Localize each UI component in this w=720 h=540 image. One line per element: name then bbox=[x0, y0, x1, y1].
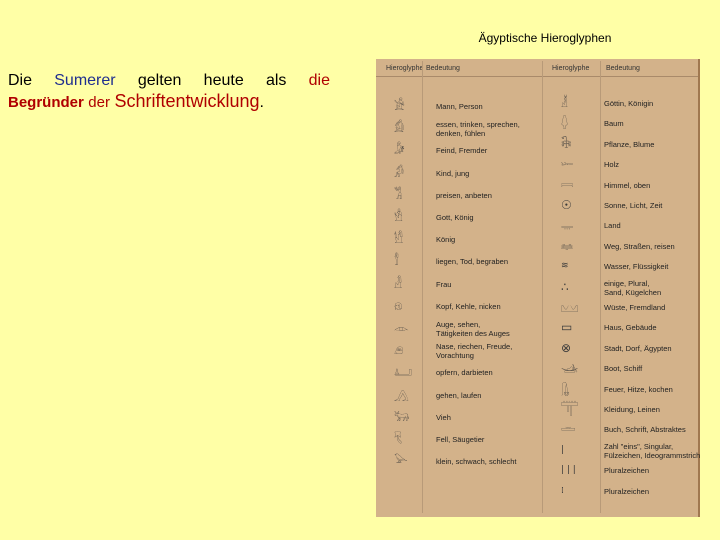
intro-word-begruender: Begründer bbox=[8, 94, 84, 111]
column-divider bbox=[542, 61, 543, 513]
meaning-line: Kleidung, Leinen bbox=[604, 405, 660, 414]
meaning-line: Feuer, Hitze, kochen bbox=[604, 384, 673, 394]
meaning-line: Wüste, Fremdland bbox=[604, 303, 666, 312]
intro-word-schriftentwicklung: Schriftentwicklung bbox=[114, 91, 260, 111]
grains-icon: ∴ bbox=[561, 279, 569, 294]
intro-word: heute bbox=[203, 72, 244, 89]
right-meaning bbox=[604, 242, 675, 251]
goddess-icon: 𓁥 bbox=[561, 96, 568, 110]
left-meaning bbox=[436, 257, 508, 266]
meaning-line: Pluralzeichen bbox=[604, 466, 650, 476]
arm-offering-icon: 𓂞 bbox=[394, 365, 413, 380]
right-meaning bbox=[604, 487, 649, 496]
ox-icon: 𓃒 bbox=[394, 409, 410, 424]
child-icon: 𓀔 bbox=[394, 165, 404, 180]
intro-word: Die bbox=[8, 72, 33, 89]
left-meaning bbox=[436, 213, 474, 222]
left-meaning bbox=[436, 435, 484, 444]
meaning-line: Wasser, Flüssigkeit bbox=[604, 262, 669, 272]
meaning-line: Frau bbox=[436, 279, 452, 289]
right-meaning bbox=[604, 442, 700, 460]
intro-word-die: die bbox=[308, 72, 330, 89]
walking-legs-icon: 𓂻 bbox=[394, 387, 409, 402]
slide-title: Ägyptische Hieroglyphen bbox=[478, 31, 612, 45]
meaning-line: denken, fühlen bbox=[436, 129, 486, 139]
right-meaning bbox=[604, 279, 661, 297]
column-divider bbox=[600, 61, 601, 513]
intro-word-der: der bbox=[88, 94, 110, 111]
meaning-line: Buch, Schrift, Abstraktes bbox=[604, 425, 686, 435]
meaning-line: Mann, Person bbox=[436, 102, 483, 111]
hieroglyph-table bbox=[376, 59, 700, 517]
meaning-line: Vieh bbox=[436, 412, 451, 422]
nose-icon: 𓂉 bbox=[394, 343, 404, 358]
sun-icon: ☉ bbox=[561, 198, 572, 212]
town-icon: ⊗ bbox=[561, 340, 572, 355]
meaning-line: Tätigkeiten des Auges bbox=[436, 329, 510, 338]
right-meaning bbox=[604, 466, 649, 475]
sky-icon: 𓇯 bbox=[561, 179, 574, 190]
right-meaning bbox=[604, 140, 654, 149]
left-meaning bbox=[436, 169, 469, 178]
right-meaning bbox=[604, 119, 624, 128]
intro-word: als bbox=[265, 72, 287, 89]
meaning-line: Nase, riechen, Freude, bbox=[436, 342, 513, 352]
meaning-line: König bbox=[436, 235, 456, 245]
left-meaning bbox=[436, 302, 501, 311]
right-meaning bbox=[604, 160, 619, 169]
meaning-line: Boot, Schiff bbox=[604, 364, 643, 374]
left-meaning bbox=[436, 342, 512, 360]
seated-man-icon: 𓀀 bbox=[394, 99, 405, 113]
head-icon: 𓁶 bbox=[394, 298, 403, 313]
intro-text bbox=[8, 70, 350, 113]
road-icon: 𓈐 bbox=[561, 240, 573, 251]
meaning-line: Sand, Kügelchen bbox=[604, 287, 662, 297]
meaning-line: Fell, Säugetier bbox=[436, 435, 485, 444]
hide-icon: 𓄛 bbox=[394, 432, 403, 446]
three-strokes-icon: | | | bbox=[561, 465, 576, 476]
tree-icon: 𓆭 bbox=[561, 116, 569, 131]
right-meaning bbox=[604, 262, 668, 271]
stroke-icon: | bbox=[561, 444, 565, 455]
meaning-line: Feind, Fremder bbox=[436, 146, 488, 156]
intro-word: gelten bbox=[137, 72, 182, 89]
right-meaning bbox=[604, 405, 660, 414]
meaning-line: Zahl "eins", Singular, bbox=[604, 441, 674, 451]
lying-man-icon: 𓀾 bbox=[394, 254, 399, 269]
right-meaning bbox=[604, 221, 621, 230]
meaning-line: Stadt, Dorf, Ägypten bbox=[604, 343, 672, 353]
seated-woman-icon: 𓁐 bbox=[394, 276, 403, 291]
vertical-strokes-icon: ⁞ bbox=[561, 485, 564, 496]
right-meaning bbox=[604, 181, 650, 190]
land-icon: 𓇾 bbox=[561, 220, 574, 231]
bound-captive-icon: 𓀏 bbox=[394, 143, 405, 158]
meaning-line: klein, schwach, schlecht bbox=[436, 457, 517, 467]
meaning-line: einige, Plural, bbox=[604, 278, 650, 288]
man-hand-to-mouth-icon: 𓀁 bbox=[394, 121, 405, 136]
meaning-line: Fülzeichen, Ideogrammstrich bbox=[604, 450, 701, 460]
meaning-line: Haus, Gebäude bbox=[604, 323, 657, 333]
left-meaning bbox=[436, 280, 451, 289]
right-meaning bbox=[604, 99, 653, 108]
man-praising-icon: 𓀢 bbox=[394, 187, 403, 202]
left-meaning bbox=[436, 102, 483, 111]
meaning-line: Pluralzeichen bbox=[604, 486, 650, 496]
king-icon: 𓀮 bbox=[394, 232, 404, 247]
wood-branch-icon: 𓆱 bbox=[561, 159, 574, 170]
eye-icon: 𓁹 bbox=[394, 321, 409, 335]
meaning-line: Vorachtung bbox=[436, 351, 474, 361]
boat-icon: 𓊛 bbox=[561, 361, 579, 376]
left-meaning bbox=[436, 120, 520, 138]
meaning-line: Auge, sehen, bbox=[436, 320, 481, 329]
right-meaning bbox=[604, 385, 673, 394]
meaning-line: Baum bbox=[604, 119, 624, 129]
column-divider bbox=[422, 61, 423, 513]
cloth-icon: 𓋳 bbox=[561, 402, 579, 416]
right-meaning bbox=[604, 201, 662, 210]
header-bedeutung-left: Bedeutung bbox=[426, 65, 460, 72]
left-meaning bbox=[436, 320, 510, 338]
intro-period: . bbox=[259, 94, 264, 111]
left-meaning bbox=[436, 413, 451, 422]
house-icon: ▭ bbox=[561, 320, 573, 335]
water-icon: ≋ bbox=[561, 261, 569, 272]
meaning-line: preisen, anbeten bbox=[436, 190, 492, 200]
header-bedeutung-right: Bedeutung bbox=[606, 65, 640, 72]
meaning-line: Holz bbox=[604, 160, 620, 170]
papyrus-roll-icon: 𓏛 bbox=[561, 422, 576, 437]
intro-word-sumerer: Sumerer bbox=[54, 72, 116, 89]
meaning-line: essen, trinken, sprechen, bbox=[436, 120, 520, 130]
meaning-line: Sonne, Licht, Zeit bbox=[604, 201, 663, 210]
left-meaning bbox=[436, 191, 492, 200]
right-meaning bbox=[604, 303, 665, 312]
brazier-icon: 𓊮 bbox=[561, 381, 570, 396]
header-divider bbox=[376, 76, 698, 77]
right-meaning bbox=[604, 344, 672, 353]
meaning-line: Gott, König bbox=[436, 213, 474, 222]
left-meaning bbox=[436, 146, 487, 155]
right-meaning bbox=[604, 425, 686, 434]
meaning-line: Göttin, Königin bbox=[604, 99, 654, 108]
meaning-line: Land bbox=[604, 221, 621, 231]
meaning-line: opfern, darbieten bbox=[436, 368, 493, 378]
meaning-line: Weg, Straßen, reisen bbox=[604, 241, 675, 251]
hill-country-icon: 𓈉 bbox=[561, 300, 579, 314]
meaning-line: Kopf, Kehle, nicken bbox=[436, 301, 501, 311]
left-meaning bbox=[436, 457, 516, 466]
left-meaning bbox=[436, 391, 481, 400]
left-meaning bbox=[436, 235, 455, 244]
meaning-line: Himmel, oben bbox=[604, 180, 651, 190]
meaning-line: liegen, Tod, begraben bbox=[436, 257, 509, 267]
right-meaning bbox=[604, 364, 642, 373]
seated-god-icon: 𓁛 bbox=[394, 210, 403, 224]
meaning-line: Pflanze, Blume bbox=[604, 139, 655, 149]
meaning-line: gehen, laufen bbox=[436, 390, 482, 400]
plant-icon: 𓇗 bbox=[561, 136, 572, 151]
sparrow-icon: 𓅪 bbox=[394, 454, 408, 469]
left-meaning bbox=[436, 368, 493, 377]
header-hieroglyphe-left: Hieroglyphe bbox=[386, 65, 424, 72]
header-hieroglyphe-right: Hieroglyphe bbox=[552, 65, 590, 72]
right-meaning bbox=[604, 323, 657, 332]
meaning-line: Kind, jung bbox=[436, 168, 470, 178]
